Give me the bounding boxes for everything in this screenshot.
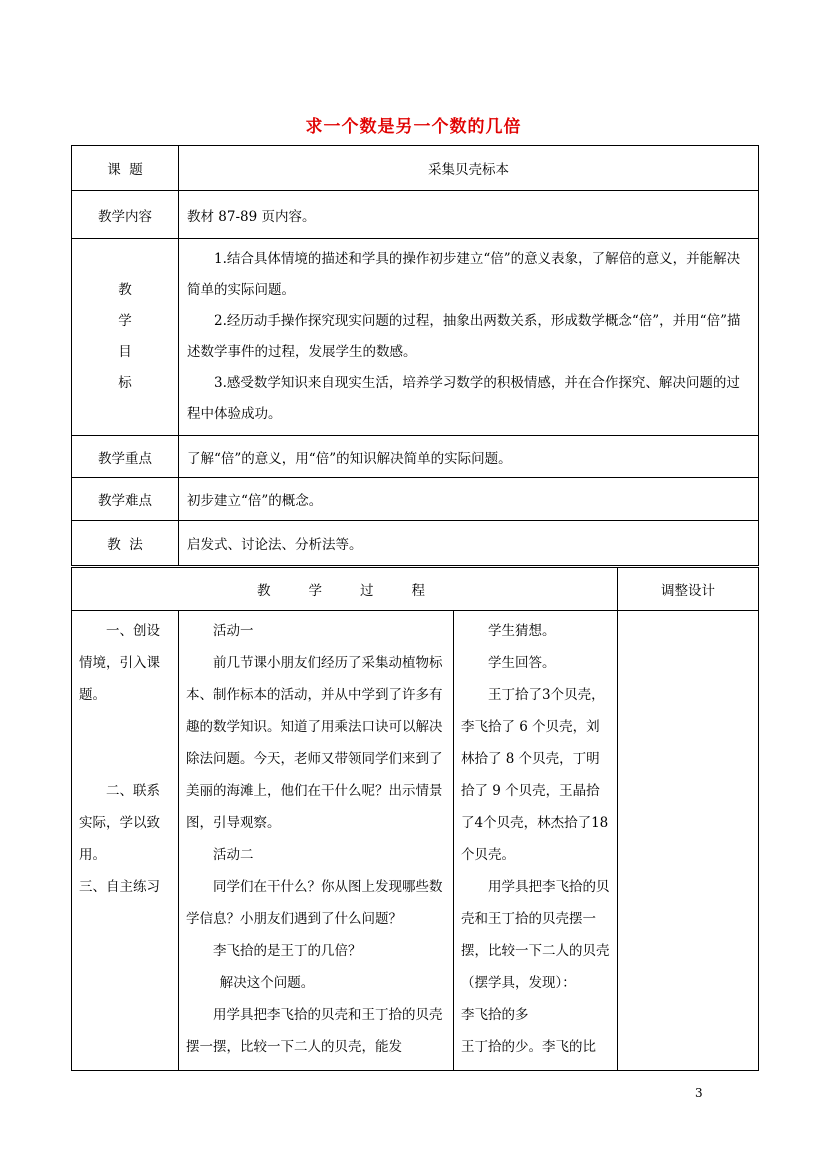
- student-activity-cell: [454, 611, 618, 1071]
- student-text: 用学具把李飞拾的贝壳和王丁拾的贝壳摆一摆，比较一下二人的贝壳（摆学具，发现）：: [461, 879, 610, 991]
- topic-row: [72, 146, 759, 191]
- goals-label-char: 标: [118, 375, 132, 391]
- key-points-value: 了解“倍”的意义，用“倍”的知识解决简单的实际问题。: [179, 436, 759, 478]
- difficulties-label: 教学难点: [72, 478, 179, 521]
- content-label: 教学内容: [72, 191, 179, 239]
- stage-item: 三、自主练习: [79, 879, 160, 895]
- key-points-row: [72, 436, 759, 478]
- teacher-text: 前几节课小朋友们经历了采集动植物标本、制作标本的活动，并从中学到了许多有趣的数学知识。知道了用乘法口诀可以解决除法问题。今天，老师又带领同学们来到了美丽的海滩上，他们在干什么呢？出示情景图，引导观察。: [186, 655, 443, 831]
- student-text: 王丁拾了3个贝壳，李飞拾了 6 个贝壳，刘林拾了 8 个贝壳，丁明拾了 9 个贝壳，王晶拾了4个贝壳，林杰拾了18个贝壳。: [461, 687, 609, 863]
- stages-cell: [72, 611, 179, 1071]
- topic-value: 采集贝壳标本: [179, 146, 759, 191]
- teacher-text: 用学具把李飞拾的贝壳和王丁拾的贝壳摆一摆，比较一下二人的贝壳，能发: [186, 1007, 443, 1055]
- student-text: 李飞拾的多: [461, 1007, 529, 1023]
- activity-heading: 活动一: [213, 623, 254, 639]
- teacher-text: 同学们在干什么？你从图上发现哪些数学信息？小朋友们遇到了什么问题？: [186, 879, 443, 927]
- process-header: 教学过程: [72, 568, 618, 611]
- content-row: [72, 191, 759, 239]
- goal-item: 2.经历动手操作探究现实问题的过程，抽象出两数关系，形成数学概念“倍”，并用“倍”描述数学事件的过程，发展学生的数感。: [187, 313, 741, 360]
- stage-item: 一、创设情境，引入课题。: [79, 623, 160, 703]
- teacher-text: 李飞拾的是王丁的几倍？: [213, 943, 362, 959]
- adjust-design-header: 调整设计: [618, 568, 759, 611]
- teaching-process-table: [71, 567, 759, 1071]
- student-text: 王丁拾的少。李飞的比: [461, 1039, 596, 1055]
- process-body-row: [72, 611, 759, 1071]
- difficulties-value: 初步建立“倍”的概念。: [179, 478, 759, 521]
- goal-item: 1.结合具体情境的描述和学具的操作初步建立“倍”的意义表象，了解倍的意义，并能解决简单的实际问题。: [187, 251, 741, 298]
- student-text: 学生猜想。: [488, 623, 556, 639]
- teacher-activity-cell: [179, 611, 454, 1071]
- goals-label-char: 目: [118, 344, 132, 360]
- method-row: [72, 521, 759, 566]
- goal-item: 3.感受数学知识来自现实生活，培养学习数学的积极情感，并在合作探究、解决问题的过程中体验成功。: [187, 375, 740, 422]
- page-title: 求一个数是另一个数的几倍: [305, 117, 522, 137]
- activity-heading: 活动二: [213, 847, 254, 863]
- topic-label: 课 题: [72, 146, 179, 191]
- goals-list: [179, 239, 759, 436]
- process-header-row: [72, 568, 759, 611]
- stage-item: 二、联系实际，学以致用。: [79, 783, 160, 863]
- adjust-design-cell: [618, 611, 759, 1071]
- content-value: 教材 87-89 页内容。: [179, 191, 759, 239]
- method-value: 启发式、讨论法、分析法等。: [179, 521, 759, 566]
- method-label: 教 法: [72, 521, 179, 566]
- goals-label-char: 学: [118, 313, 132, 329]
- key-points-label: 教学重点: [72, 436, 179, 478]
- page-number: 3: [695, 1086, 703, 1100]
- teacher-text: 解决这个问题。: [219, 975, 315, 991]
- goals-label: [72, 239, 179, 436]
- student-text: 学生回答。: [488, 655, 556, 671]
- goals-label-char: 教: [118, 282, 132, 298]
- lesson-info-table: [71, 145, 759, 566]
- goals-row: [72, 239, 759, 436]
- difficulties-row: [72, 478, 759, 521]
